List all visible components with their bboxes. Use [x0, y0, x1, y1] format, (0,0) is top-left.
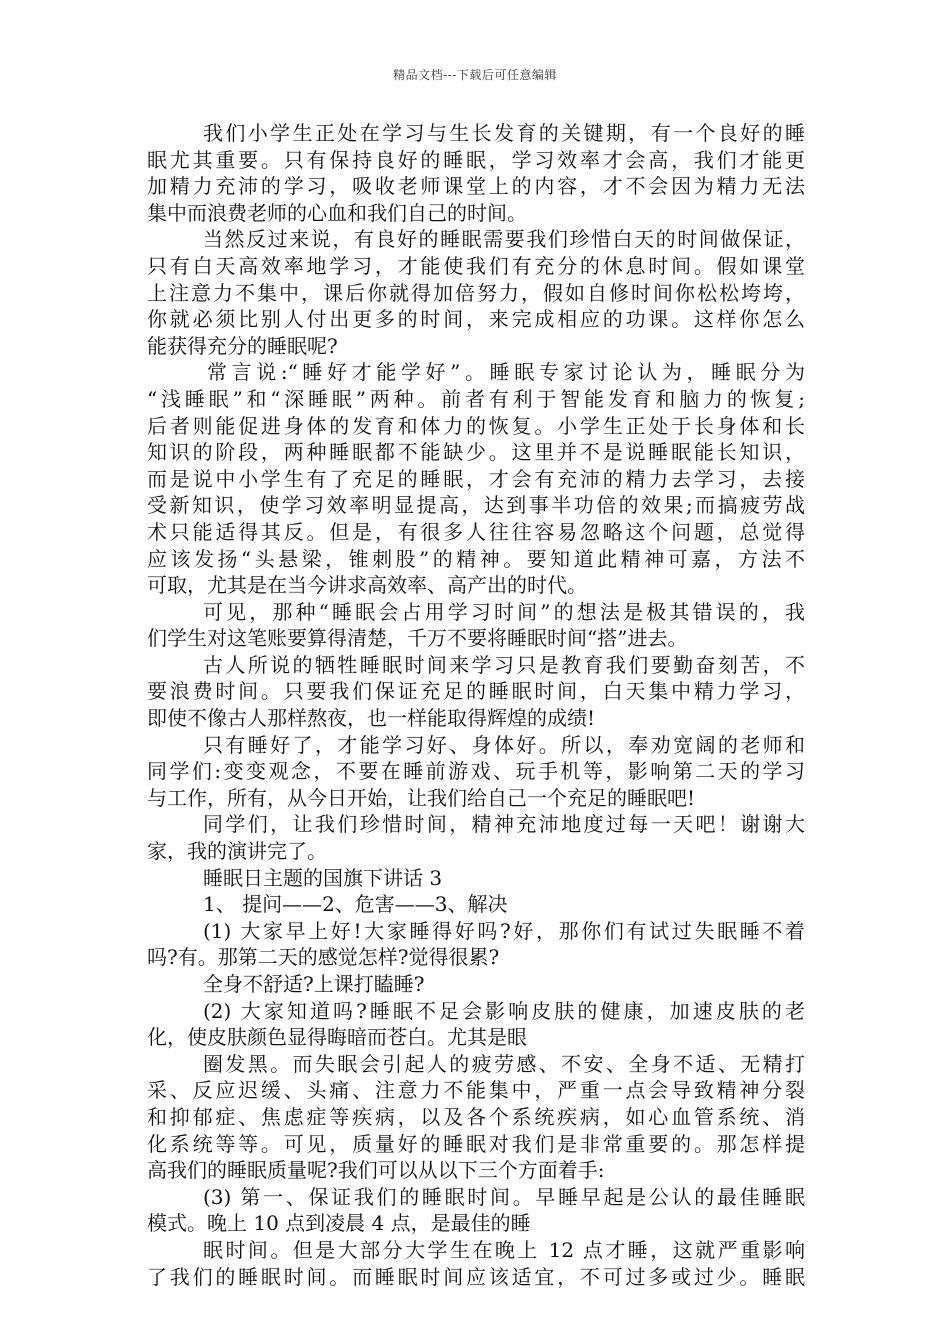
text-line: 家，我的演讲完了。 [147, 839, 327, 864]
text-line: 同学们:变变观念，不要在睡前游戏、玩手机等，影响第二天的学习 [147, 759, 805, 784]
text-line: 即使不像古人那样熬夜，也一样能取得辉煌的成绩! [147, 706, 596, 731]
text-line: 我们小学生正处在学习与生长发育的关键期，有一个良好的睡 [203, 121, 805, 145]
text-line: 常言说:“睡好才能学好”。睡眠专家讨论认为，睡眠分为 [207, 360, 805, 385]
text-line: 加精力充沛的学习，吸收老师课堂上的内容，才不会因为精力无法 [147, 174, 805, 199]
text-line: 眠尤其重要。只有保持良好的睡眠，学习效率才会高，我们才能更 [147, 147, 805, 172]
text-line: 1、 提问——2、危害——3、解决 [203, 892, 508, 917]
text-line: 了我们的睡眠时间。而睡眠时间应该适宜，不可过多或过少。睡眠 [147, 1264, 805, 1289]
text-line: 可见，那种“睡眠会占用学习时间”的想法是极其错误的，我 [203, 599, 805, 624]
text-line: 采、反应迟缓、头痛、注意力不能集中，严重一点会导致精神分裂 [147, 1078, 805, 1103]
text-line: 们学生对这笔账要算得清楚，千万不要将睡眠时间“搭”进去。 [147, 626, 688, 651]
text-line: 可取，尤其是在当今讲求高效率、高产出的时代。 [147, 573, 587, 598]
text-line: 术只能适得其反。但是，有很多人往往容易忽略这个问题，总觉得 [147, 519, 805, 544]
text-line: 模式。晚上 10 点到凌晨 4 点，是最佳的睡 [147, 1211, 531, 1236]
text-line: 知识的阶段，两种睡眠都不能缺少。这里并不是说睡眠能长知识， [147, 440, 805, 465]
text-line: 全身不舒适?上课打瞌睡? [203, 972, 425, 996]
text-line: 化，使皮肤颜色显得晦暗而苍白。尤其是眼 [147, 1025, 527, 1050]
text-line: 圈发黑。而失眠会引起人的疲劳感、不安、全身不适、无精打 [203, 1051, 805, 1076]
text-line: 眠时间。但是大部分大学生在晚上 12 点才睡，这就严重影响 [203, 1237, 805, 1262]
text-line: 古人所说的牺牲睡眠时间来学习只是教育我们要勤奋刻苦，不 [203, 652, 805, 677]
text-line: 与工作，所有，从今日开始，让我们给自己一个充足的睡眠吧! [147, 785, 696, 810]
text-line: 能获得充分的睡眠呢? [147, 333, 338, 358]
text-line: 当然反过来说，有良好的睡眠需要我们珍惜白天的时间做保证， [203, 227, 805, 252]
text-line: 应该发扬“头悬梁，锥刺股”的精神。要知道此精神可嘉，方法不 [147, 546, 805, 571]
text-line: (2) 大家知道吗?睡眠不足会影响皮肤的健康，加速皮肤的老 [203, 998, 805, 1023]
text-line: 和抑郁症、焦虑症等疾病，以及各个系统疾病，如心血管系统、消 [147, 1104, 805, 1129]
text-line: 你就必须比别人付出更多的时间，来完成相应的功课。这样你怎么 [147, 307, 805, 332]
text-line: (3) 第一、保证我们的睡眠时间。早睡早起是公认的最佳睡眠 [203, 1184, 805, 1209]
text-line: 只有白天高效率地学习，才能使我们有充分的休息时间。假如课堂 [147, 253, 805, 278]
document-body [147, 120, 805, 1290]
page-header: 精品文档---下载后可任意编辑 [393, 68, 557, 82]
text-line: 高我们的睡眠质量呢?我们可以从以下三个方面着手: [147, 1158, 605, 1183]
text-line: 只有睡好了，才能学习好、身体好。所以，奉劝宽阔的老师和 [203, 732, 805, 757]
text-line: 睡眠日主题的国旗下讲话 3 [203, 865, 443, 890]
text-line: “浅睡眠”和“深睡眠”两种。前者有利于智能发育和脑力的恢复; [147, 386, 805, 411]
text-line: 集中而浪费老师的心血和我们自己的时间。 [147, 200, 527, 225]
text-line: 化系统等等。可见，质量好的睡眠对我们是非常重要的。那怎样提 [147, 1131, 805, 1156]
text-line: 吗?有。那第二天的感觉怎样?觉得很累? [147, 945, 500, 970]
text-line: 要浪费时间。只要我们保证充足的睡眠时间，白天集中精力学习， [147, 679, 805, 704]
text-line: 同学们，让我们珍惜时间，精神充沛地度过每一天吧！谢谢大 [203, 812, 805, 837]
text-line: 而是说中小学生有了充足的睡眠，才会有充沛的精力去学习，去接 [147, 466, 805, 491]
text-line: 受新知识，使学习效率明显提高，达到事半功倍的效果;而搞疲劳战 [147, 493, 805, 518]
text-line: 上注意力不集中，课后你就得加倍努力，假如自修时间你松松垮垮， [147, 280, 805, 305]
text-line: 后者则能促进身体的发育和体力的恢复。小学生正处于长身体和长 [147, 413, 805, 438]
text-line: (1) 大家早上好!大家睡得好吗?好，那你们有试过失眠睡不着 [203, 918, 805, 943]
